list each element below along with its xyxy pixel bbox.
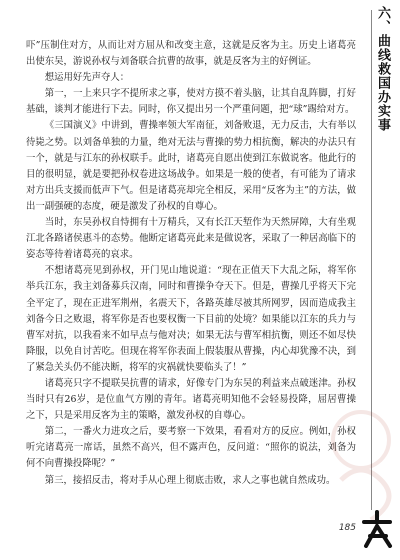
- paragraph: 当时，东吴孙权自恃拥有十万精兵，又有长江天堑作为天然屏障，大有坐观江北各路诸侯惠斗的态势。他断定诸葛亮此来是做说客，采取了一种居高临下的姿态等待着诸葛亮的哀求。: [26, 217, 356, 261]
- paragraph: 第二，一番火力进攻之后，要考察一下效果，看看对方的反应。例如，孙权听完诸葛亮一席话，虽然不高兴，但不露声色，反问道：“照你的说法，刘备为何不向曹操投降呢？”: [26, 426, 356, 470]
- paragraph: 吓”压制住对方，从而让对方屈从和改变主意，这就是反客为主。历史上诸葛亮出使东吴，游说孙权与刘备联合抗曹的故事，就是反客为主的好例证。: [26, 40, 356, 68]
- paragraph: 《三国演义》中讲到，曹操率领大军南征，刘备败退，无力反击，大有举以待毙之势。以刘备单独的力量，绝对无法与曹操的势力相抗衡，解决的办法只有一个，就是与江东的孙权联手。此时，诸葛亮自愿出使到江东做说客。他此行的目的很明显，就是要把孙权卷进这场战争。如果是一般的使者，有可能为了请求对方出兵支援而低声下气。但是诸葛亮却完全相反，采用“反客为主”的方法，做出一副强硬的态度，硬是激发了孙权的自尊心。: [26, 120, 356, 212]
- paragraph: 第一，一上来只字不提所求之事，使对方摸不着头脑，让其自乱阵脚，打好基础，谈判才能进行下去。同时，你又提出另一个严重问题，把“球”踢给对方。: [26, 88, 356, 116]
- paragraph: 诸葛亮只字不提联吴抗曹的请求，好像专门为东吴的利益来点破迷津。孙权当时只有26岁，是位血气方刚的青年。诸葛亮明知他不会轻易投降，屈居曹操之下，只是采用反客为主的策略，激发孙权的自尊心。: [26, 377, 356, 422]
- page-number: 185: [338, 523, 356, 533]
- paragraph: 想运用好先声夺人：: [44, 72, 130, 84]
- corner-ornament: [360, 508, 394, 548]
- paragraph: 不想诸葛亮见到孙权，开门见山地说道：“现在正值天下大乱之际，将军你举兵江东，我主刘备募兵汉南，同时和曹操争夺天下。但是，曹操几乎将天下完全平定了，现在正进军荆州，名震天下，各路英雄尽被其所网罗，因而造成我主刘备今日之败退，将军你是否也要权衡一下目前的处境？如果能以江东的兵力与曹军对抗，以我看来不如早点与他对决；如果无法与曹军相抗衡，则还不如尽快降服，以免自讨苦吃。但现在将军你表面上假装服从曹操，内心却犹豫不决，到了紧急关头仍不能决断，将军的灾祸就快要临头了！”: [26, 265, 356, 373]
- chapter-side-title: 六、曲线救国办实事: [375, 6, 390, 132]
- page-body: [26, 38, 356, 489]
- paragraph: 第三，接招反击，将对手从心理上彻底击败，求人之事也就自然成功。: [44, 474, 336, 486]
